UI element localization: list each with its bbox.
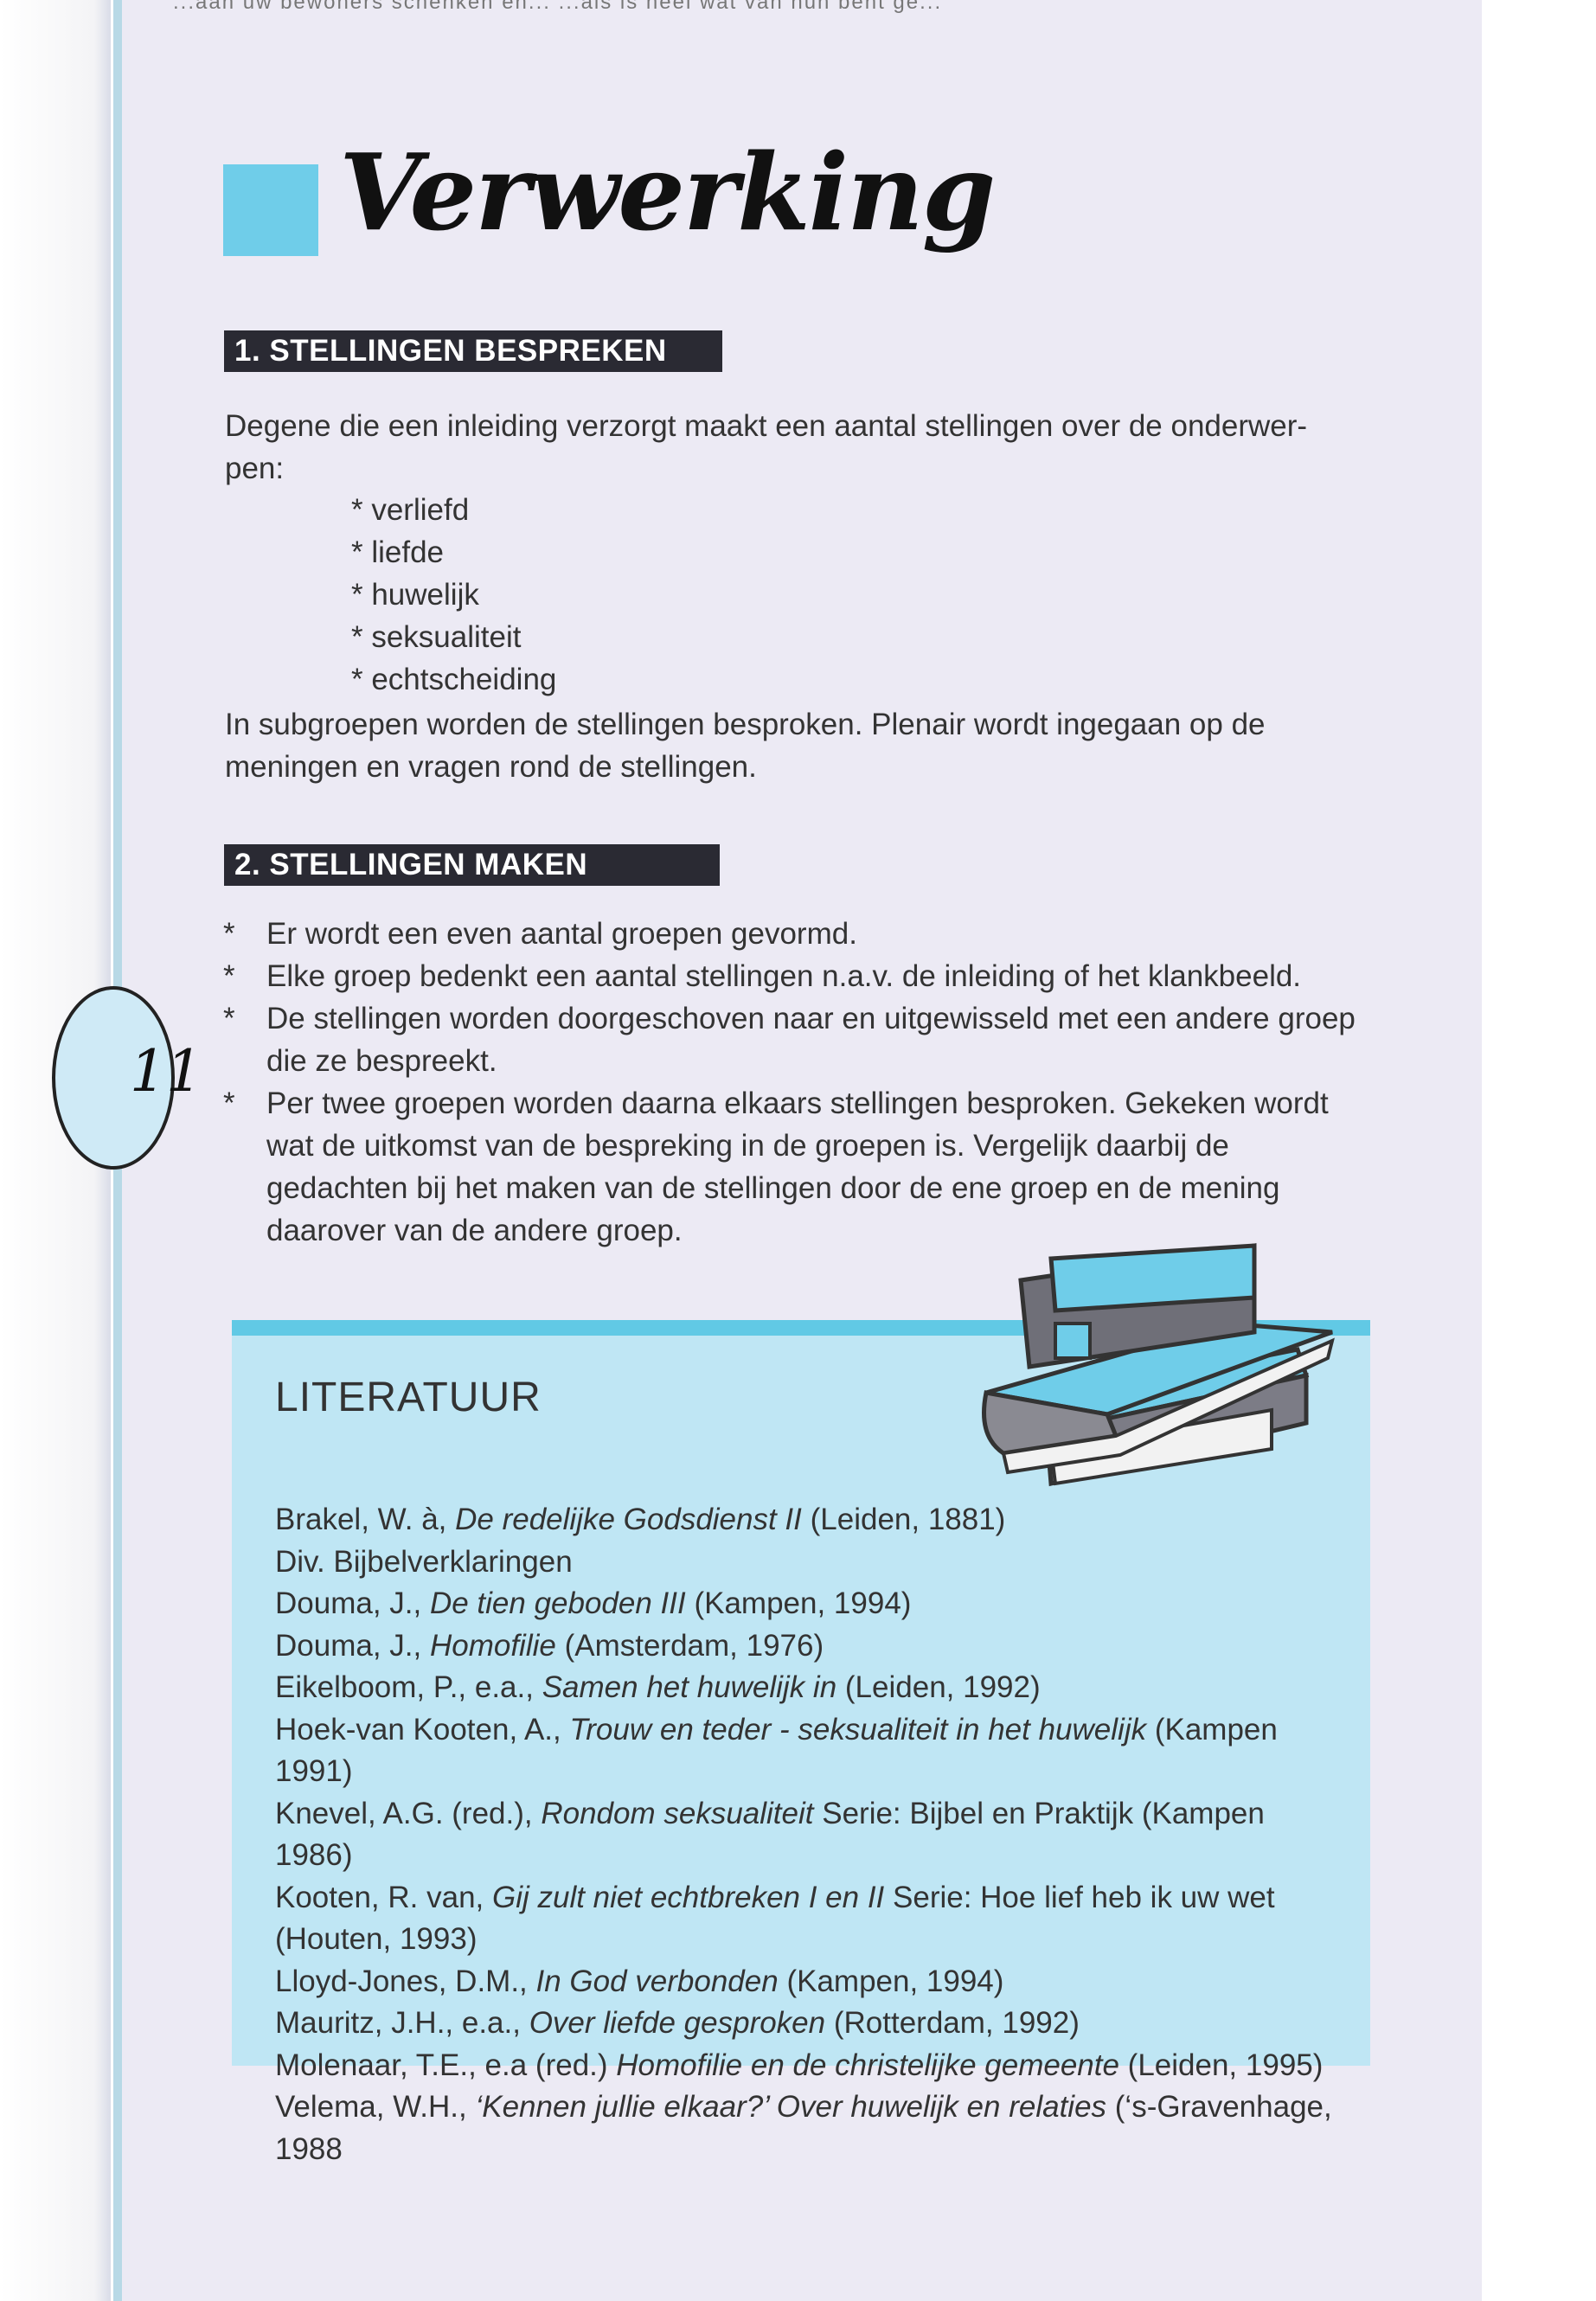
topic-item: * seksualiteit bbox=[351, 620, 522, 654]
bullet-star-icon: * bbox=[223, 917, 235, 951]
reference-publication: (Leiden, 1995) bbox=[1118, 2048, 1324, 2082]
reference-author: Lloyd-Jones, D.M., bbox=[275, 1964, 536, 1998]
reference-publication: Serie: Bijbel en Praktijk (Kampen 1986) bbox=[275, 1796, 1265, 1872]
literature-title: LITERATUUR bbox=[275, 1375, 542, 1420]
reference-author: Eikelboom, P., e.a., bbox=[275, 1670, 542, 1704]
reference-title: Rondom seksualiteit bbox=[541, 1796, 814, 1830]
reference-item bbox=[275, 1499, 1348, 1541]
reference-publication: (Kampen, 1994) bbox=[685, 1586, 912, 1620]
reference-publication: (Leiden, 1992) bbox=[836, 1670, 1041, 1704]
reference-item bbox=[275, 1667, 1348, 1709]
reference-author: Velema, W.H., bbox=[275, 2090, 476, 2124]
scan-background-right bbox=[1482, 0, 1596, 2301]
reference-item bbox=[275, 2086, 1348, 2170]
reference-title: Gij zult niet echtbreken I en II bbox=[491, 1880, 885, 1914]
reference-author: Douma, J., bbox=[275, 1628, 430, 1663]
reference-publication: (Leiden, 1881) bbox=[801, 1503, 1006, 1536]
reference-title: De redelijke Godsdienst II bbox=[455, 1503, 802, 1536]
previous-page-text-fragment bbox=[173, 0, 1159, 5]
reference-title: De tien geboden III bbox=[429, 1586, 686, 1620]
reference-item bbox=[275, 1793, 1348, 1877]
section1-intro: Degene die een inleiding verzorgt maakt een aantal stellingen over de onderwer-pen: bbox=[225, 409, 1308, 485]
reference-title: Over liefde gesproken bbox=[529, 2006, 826, 2040]
reference-author: Knevel, A.G. (red.), bbox=[275, 1796, 542, 1830]
reference-author: Hoek-van Kooten, A., bbox=[275, 1712, 570, 1747]
title-marker-square bbox=[223, 164, 318, 256]
reference-item bbox=[275, 1709, 1348, 1793]
topic-item: * echtscheiding bbox=[351, 663, 557, 696]
reference-list bbox=[275, 1499, 1348, 2170]
reference-author: Douma, J., bbox=[275, 1586, 430, 1620]
reference-item bbox=[275, 1961, 1348, 2003]
topic-list bbox=[351, 489, 556, 701]
reference-publication: Serie: Hoe lief heb ik uw wet (Houten, 1993) bbox=[275, 1880, 1275, 1956]
reference-item bbox=[275, 1541, 1348, 1584]
reference-author: Molenaar, T.E., e.a (red.) bbox=[275, 2048, 617, 2082]
books-stack-icon bbox=[969, 1228, 1332, 1514]
reference-item bbox=[275, 1583, 1348, 1625]
section-heading-stellingen-maken: 2. STELLINGEN MAKEN bbox=[224, 844, 720, 886]
instruction-text: Per twee groepen worden daarna elkaars stellingen besproken. Gekeken wordt wat de uitkomst van de bespreking in de groepen is. Vergelijk daarbij de gedachten bij het maken van de stellingen door de ene groep en de mening daarover van de andere groep. bbox=[266, 1086, 1329, 1247]
reference-title: Trouw en teder - seksualiteit in het huwelijk bbox=[569, 1712, 1147, 1747]
chapter-tab-number: 11 bbox=[130, 1038, 202, 1105]
instruction-text: Elke groep bedenkt een aantal stellingen n.a.v. de inleiding of het klankbeeld. bbox=[266, 959, 1302, 993]
book-top-cover bbox=[1051, 1246, 1254, 1311]
instruction-text: De stellingen worden doorgeschoven naar en uitgewisseld met een andere groep die ze bespreekt. bbox=[266, 1002, 1356, 1078]
reference-title: Samen het huwelijk in bbox=[542, 1670, 837, 1704]
reference-publication: (Kampen 1991) bbox=[275, 1712, 1278, 1788]
topic-item: * huwelijk bbox=[351, 578, 479, 612]
reference-title: In God verbonden bbox=[535, 1964, 779, 1998]
reference-title: Homofilie bbox=[429, 1628, 556, 1663]
topic-item: * liefde bbox=[351, 535, 445, 569]
reference-item bbox=[275, 2045, 1348, 2087]
bullet-star-icon: * bbox=[223, 1002, 235, 1035]
reference-publication: (Rotterdam, 1992) bbox=[825, 2006, 1080, 2040]
bullet-star-icon: * bbox=[223, 1086, 235, 1120]
reference-publication: (Amsterdam, 1976) bbox=[555, 1628, 824, 1663]
instruction-item bbox=[223, 913, 1365, 955]
instruction-list bbox=[223, 913, 1365, 1252]
reference-author: Div. Bijbelverklaringen bbox=[275, 1544, 573, 1579]
reference-publication: (Kampen, 1994) bbox=[778, 1964, 1004, 1998]
reference-title: ‘Kennen jullie elkaar?’ Over huwelijk en relaties bbox=[475, 2090, 1107, 2124]
reference-item bbox=[275, 2003, 1348, 2045]
instruction-item bbox=[223, 1082, 1365, 1252]
reference-author: Brakel, W. à, bbox=[275, 1503, 456, 1536]
bullet-star-icon: * bbox=[223, 959, 235, 993]
reference-item bbox=[275, 1625, 1348, 1668]
instruction-item bbox=[223, 997, 1365, 1082]
page-title: Verwerking bbox=[339, 130, 995, 254]
section1-closing: In subgroepen worden de stellingen besproken. Plenair wordt ingegaan op de meningen en vragen rond de stellingen. bbox=[225, 708, 1266, 784]
reference-author: Mauritz, J.H., e.a., bbox=[275, 2006, 529, 2040]
reference-item bbox=[275, 1877, 1348, 1961]
reference-author: Kooten, R. van, bbox=[275, 1880, 492, 1914]
book-top-spine-label bbox=[1055, 1324, 1090, 1358]
section-heading-stellingen-bespreken: 1. STELLINGEN BESPREKEN bbox=[224, 330, 722, 372]
reference-publication: (‘s-Gravenhage, 1988 bbox=[275, 2090, 1332, 2166]
topic-item: * verliefd bbox=[351, 493, 470, 527]
instruction-text: Er wordt een even aantal groepen gevormd. bbox=[266, 917, 857, 951]
reference-title: Homofilie en de christelijke gemeente bbox=[616, 2048, 1119, 2082]
instruction-item bbox=[223, 955, 1365, 997]
